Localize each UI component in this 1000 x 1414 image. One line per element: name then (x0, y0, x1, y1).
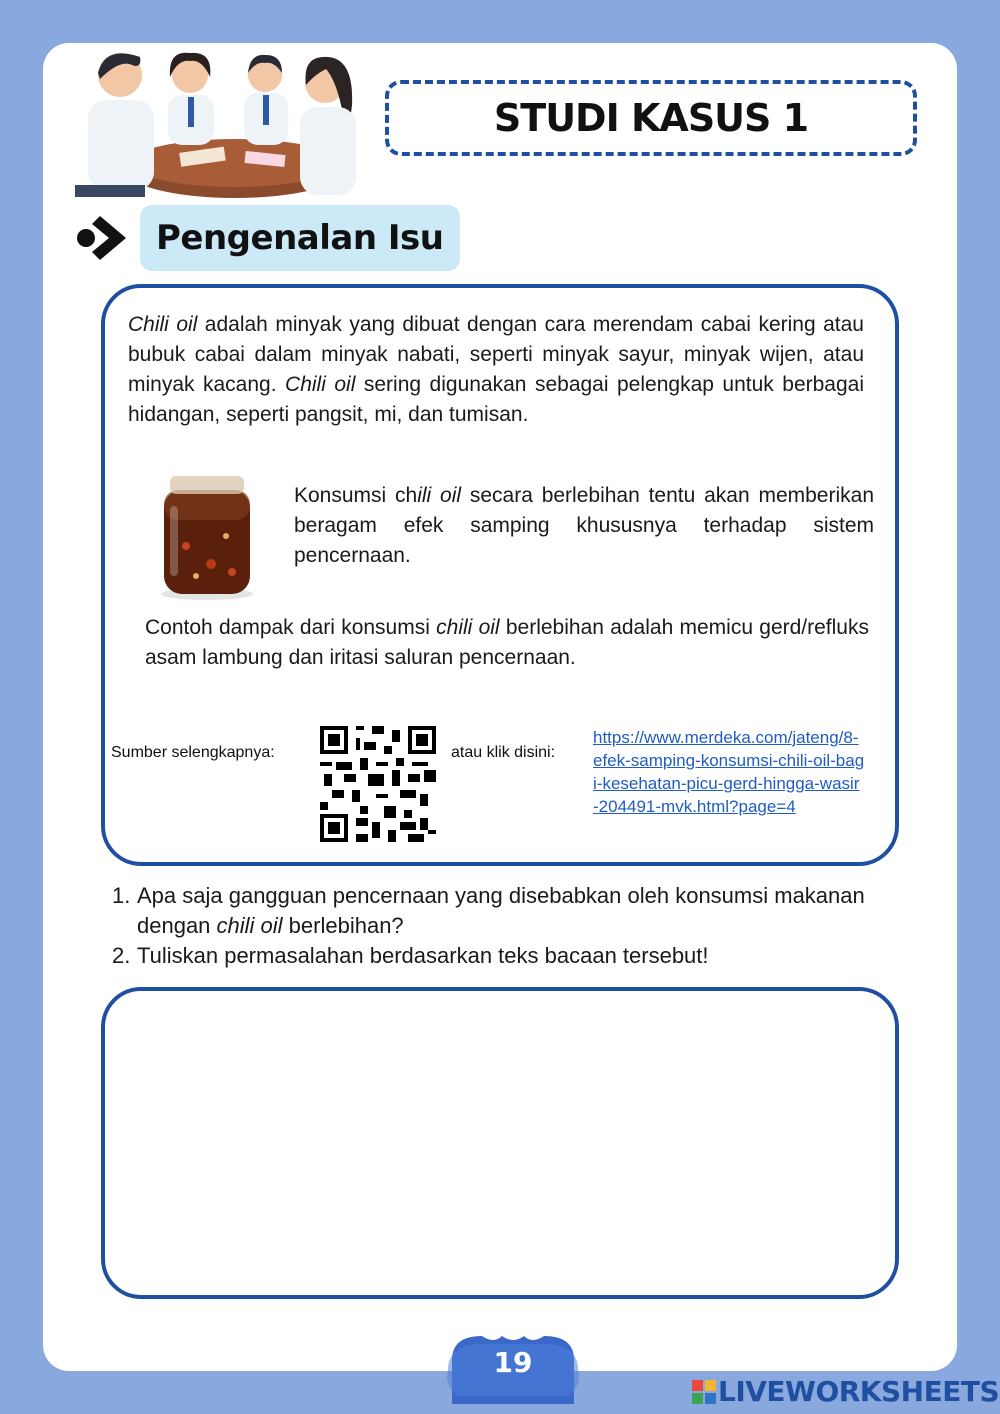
italic-text: ili oil (417, 484, 462, 507)
source-label: Sumber selengkapnya: (111, 744, 275, 761)
question-text (137, 941, 922, 971)
text-run: secara berlebihan tentu akan memberikan beragam efek samping khususnya terhadap sistem pencernaan. (294, 484, 874, 567)
question-number: 1. (112, 883, 131, 908)
italic-text: chili oil (436, 616, 500, 639)
example-paragraph (145, 613, 869, 673)
qr-code-icon[interactable] (320, 726, 436, 842)
question-text (137, 881, 922, 941)
text-run: berlebihan? (282, 913, 404, 938)
italic-text: Chili oil (285, 373, 356, 396)
question-1 (112, 881, 922, 941)
page-number: 19 (493, 1346, 533, 1379)
question-2 (112, 941, 922, 971)
liveworksheets-logo-icon (692, 1380, 716, 1404)
students-illustration (70, 45, 360, 200)
effects-paragraph (294, 481, 874, 571)
text-run: Apa saja gangguan pencernaan yang disebabkan oleh konsumsi makanan dengan (137, 883, 865, 938)
question-list (112, 881, 922, 971)
bullet-arrow-icon (74, 210, 130, 266)
intro-paragraph (128, 310, 864, 430)
brand-text: LIVEWORKSHEETS (718, 1375, 1000, 1408)
section-heading (140, 205, 460, 271)
italic-text: chili oil (216, 913, 283, 938)
text-run: Konsumsi ch (294, 484, 418, 507)
liveworksheets-brand (692, 1375, 999, 1408)
text-run: adalah minyak yang dibuat dengan cara merendam cabai kering atau bubuk cabai dalam minyak nabati, seperti minyak sayur, minyak wijen, atau minyak kacang. (128, 313, 864, 396)
text-run: Tuliskan permasalahan berdasarkan teks bacaan tersebut! (137, 943, 709, 968)
click-here-label: atau klik disini: (451, 744, 556, 761)
question-number: 2. (112, 943, 131, 968)
answer-textarea[interactable] (101, 987, 899, 1299)
source-link[interactable]: https://www.merdeka.com/jateng/8-efek-samping-konsumsi-chili-oil-bagi-kesehatan-picu-gerd-hingga-wasir-204491-mvk.html?page=4 (593, 728, 865, 816)
text-run: Contoh dampak dari konsumsi (145, 616, 437, 639)
italic-text: Chili oil (128, 313, 198, 336)
page-title: STUDI KASUS 1 (493, 96, 809, 140)
text-run: sering digunakan sebagai pelengkap untuk berbagai hidangan, seperti pangsit, mi, dan tumisan. (128, 373, 864, 426)
title-box (385, 80, 917, 156)
chili-oil-jar-image (156, 476, 258, 602)
section-title: Pengenalan Isu (156, 218, 444, 258)
text-run: berlebihan adalah memicu gerd/refluks asam lambung dan iritasi saluran pencernaan. (145, 616, 869, 669)
